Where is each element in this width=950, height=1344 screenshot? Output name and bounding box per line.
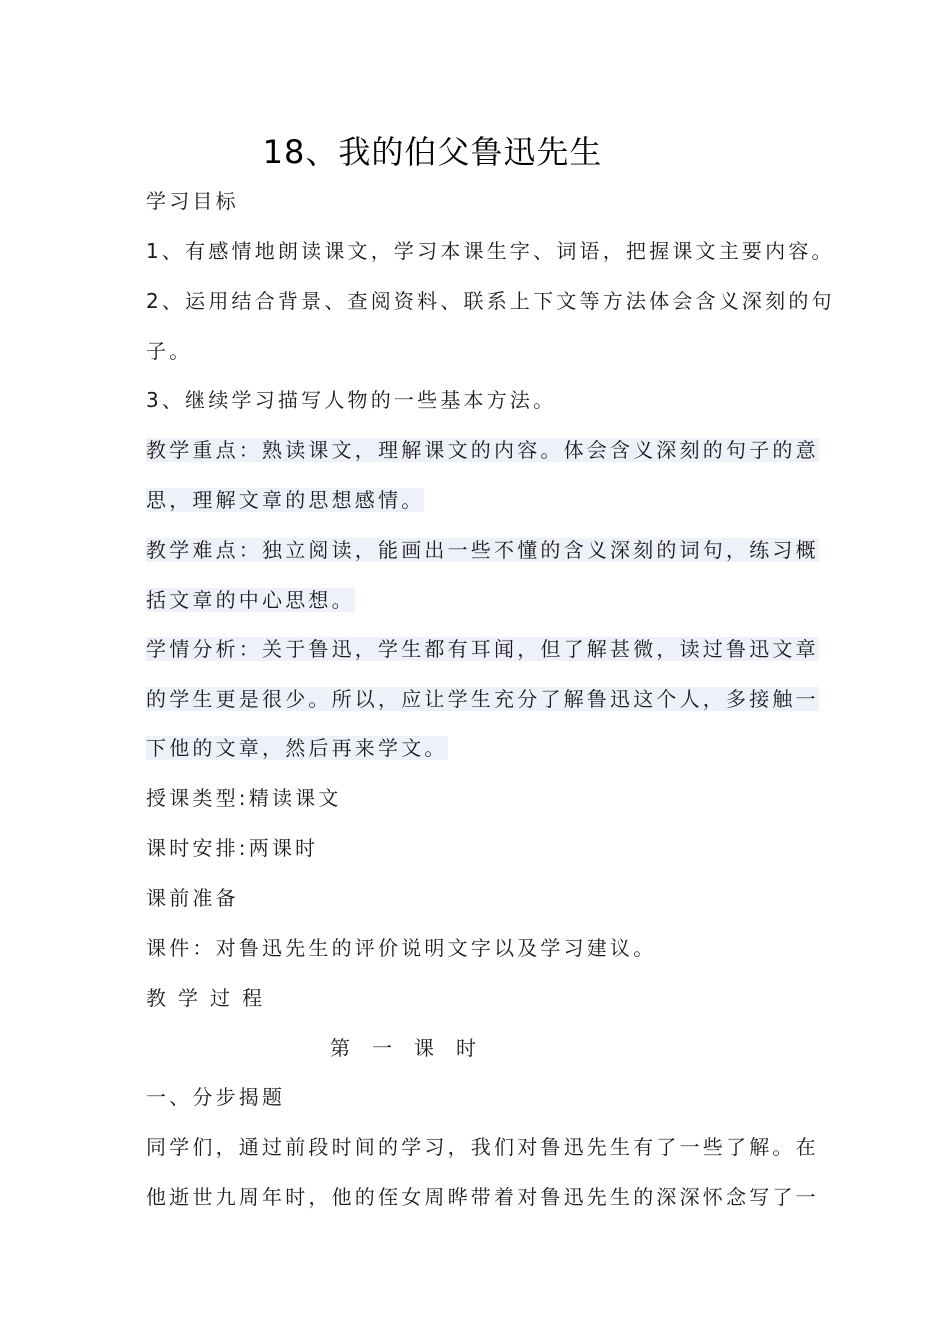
key-points-text-1: 教学重点：熟读课文，理解课文的内容。体会含义深刻的句子的意 [146, 438, 819, 462]
difficulties-text-2: 括文章的中心思想。 [146, 588, 355, 612]
prep-heading: 课前准备 [146, 886, 239, 910]
lesson-type: 授课类型:精读课文 [146, 786, 342, 810]
step1-text-line-1: 同学们，通过前段时间的学习，我们对鲁迅先生有了一些了解。在 [146, 1135, 819, 1159]
difficulties-text-1: 教学难点：独立阅读，能画出一些不懂的含义深刻的词句，练习概 [146, 538, 819, 562]
goal-item-2-continued: 子。 [146, 339, 193, 363]
step1-text-line-2: 他逝世九周年时，他的侄女周晔带着对鲁迅先生的深深怀念写了一 [146, 1185, 819, 1209]
goal-item-2: 2、运用结合背景、查阅资料、联系上下文等方法体会含义深刻的句 [146, 289, 835, 313]
analysis-text-2: 的学生更是很少。所以，应让学生充分了解鲁迅这个人，多接触一 [146, 687, 819, 711]
goal-item-1: 1、有感情地朗读课文，学习本课生字、词语，把握课文主要内容。 [146, 239, 835, 263]
courseware: 课件：对鲁迅先生的评价说明文字以及学习建议。 [146, 936, 657, 960]
analysis-line-2 [146, 684, 819, 714]
process-heading: 教学过程 [146, 986, 274, 1010]
document-title: 18、我的伯父鲁迅先生 [262, 133, 603, 171]
analysis-line-3 [146, 733, 448, 763]
analysis-text-1: 学情分析：关于鲁迅，学生都有耳闻，但了解甚微，读过鲁迅文章 [146, 637, 819, 661]
key-points-line-2 [146, 485, 424, 515]
analysis-line-1 [146, 634, 819, 664]
goals-heading: 学习目标 [146, 189, 239, 213]
difficulties-line-1 [146, 535, 819, 565]
goal-item-3: 3、继续学习描写人物的一些基本方法。 [146, 388, 557, 412]
lesson-title: 第一课时 [330, 1036, 498, 1060]
key-points-line-1 [146, 435, 819, 465]
step1-heading: 一、分步揭题 [146, 1085, 286, 1109]
schedule: 课时安排:两课时 [146, 836, 319, 860]
key-points-text-2: 思，理解文章的思想感情。 [146, 488, 425, 512]
difficulties-line-2 [146, 585, 355, 615]
analysis-text-3: 下他的文章，然后再来学文。 [146, 736, 448, 760]
